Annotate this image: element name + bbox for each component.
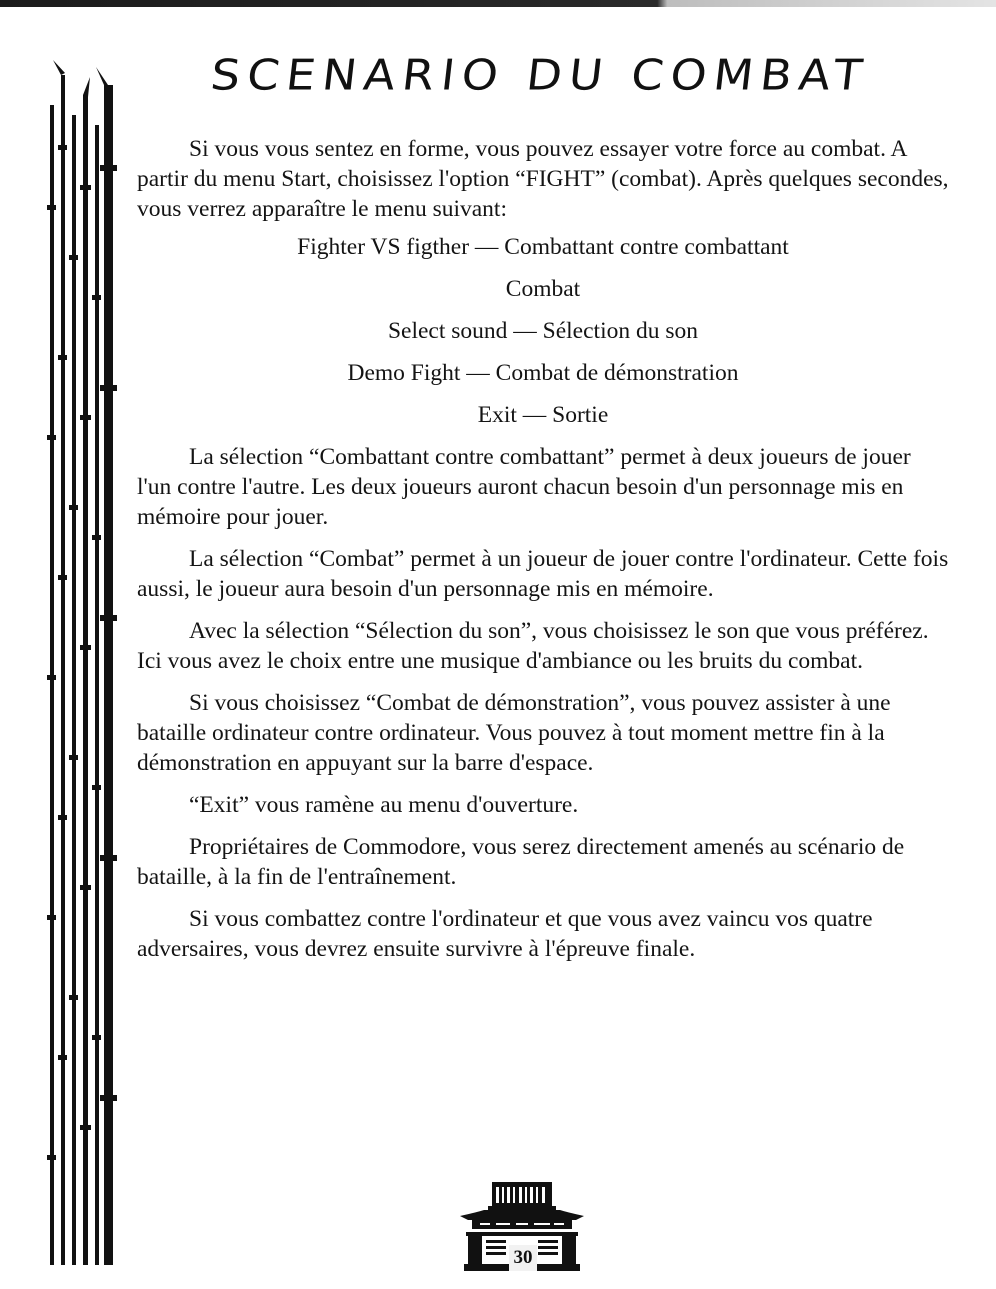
menu-item-select-sound: Select sound — Sélection du son (387, 318, 699, 344)
page-number: 30 (509, 1245, 537, 1271)
menu-item-fighter-vs-fighter: Fighter VS figther — Combattant contre combattant (297, 234, 789, 260)
paragraph-demo-fight: Si vous choisissez “Combat de démonstration”, vous pouvez assister à une bataille ordinateur contre ordinateur. Vous pouvez à tout moment mettre fin à la démonstration en appuyant sur la barre d'espace. (137, 690, 891, 776)
fight-menu-list (137, 232, 949, 430)
paragraph-commodore: Propriétaires de Commodore, vous serez directement amenés au scénario de bataille, à la fin de l'entraînement. (137, 834, 905, 890)
bamboo-stalks-icon (44, 55, 124, 1265)
paragraph-fighter-vs-fighter: La sélection “Combattant contre combattant” permet à deux joueurs de jouer l'un contre l'autre. Les deux joueurs auront chacun besoin d'un personnage mis en mémoire pour jouer. (137, 444, 911, 530)
menu-item-exit: Exit — Sortie (477, 402, 609, 428)
menu-item-demo-fight: Demo Fight — Combat de démonstration (347, 360, 739, 386)
paragraph-combat: La sélection “Combat” permet à un joueur de jouer contre l'ordinateur. Cette fois aussi, le joueur aura besoin d'un personnage mis en mémoire. (137, 546, 949, 602)
page-title: SCENARIO DU COMBAT (208, 50, 872, 100)
paragraph-select-sound: Avec la sélection “Sélection du son”, vous choisissez le son que vous préférez. Ici vous avez le choix entre une musique d'ambiance ou les bruits du combat. (137, 618, 929, 674)
body-text (137, 134, 949, 976)
intro-paragraph: Si vous vous sentez en forme, vous pouvez essayer votre force au combat. A partir du menu Start, choisissez l'option “FIGHT” (combat). Après quelques secondes, vous verrez apparaître le menu suivant: (137, 136, 949, 222)
paragraph-exit: “Exit” vous ramène au menu d'ouverture. (189, 792, 579, 818)
paragraph-final-challenge: Si vous combattez contre l'ordinateur et que vous avez vaincu vos quatre adversaires, vous devrez ensuite survivre à l'épreuve finale. (137, 906, 873, 962)
page-top-edge (0, 0, 996, 7)
menu-item-combat: Combat (505, 276, 581, 302)
